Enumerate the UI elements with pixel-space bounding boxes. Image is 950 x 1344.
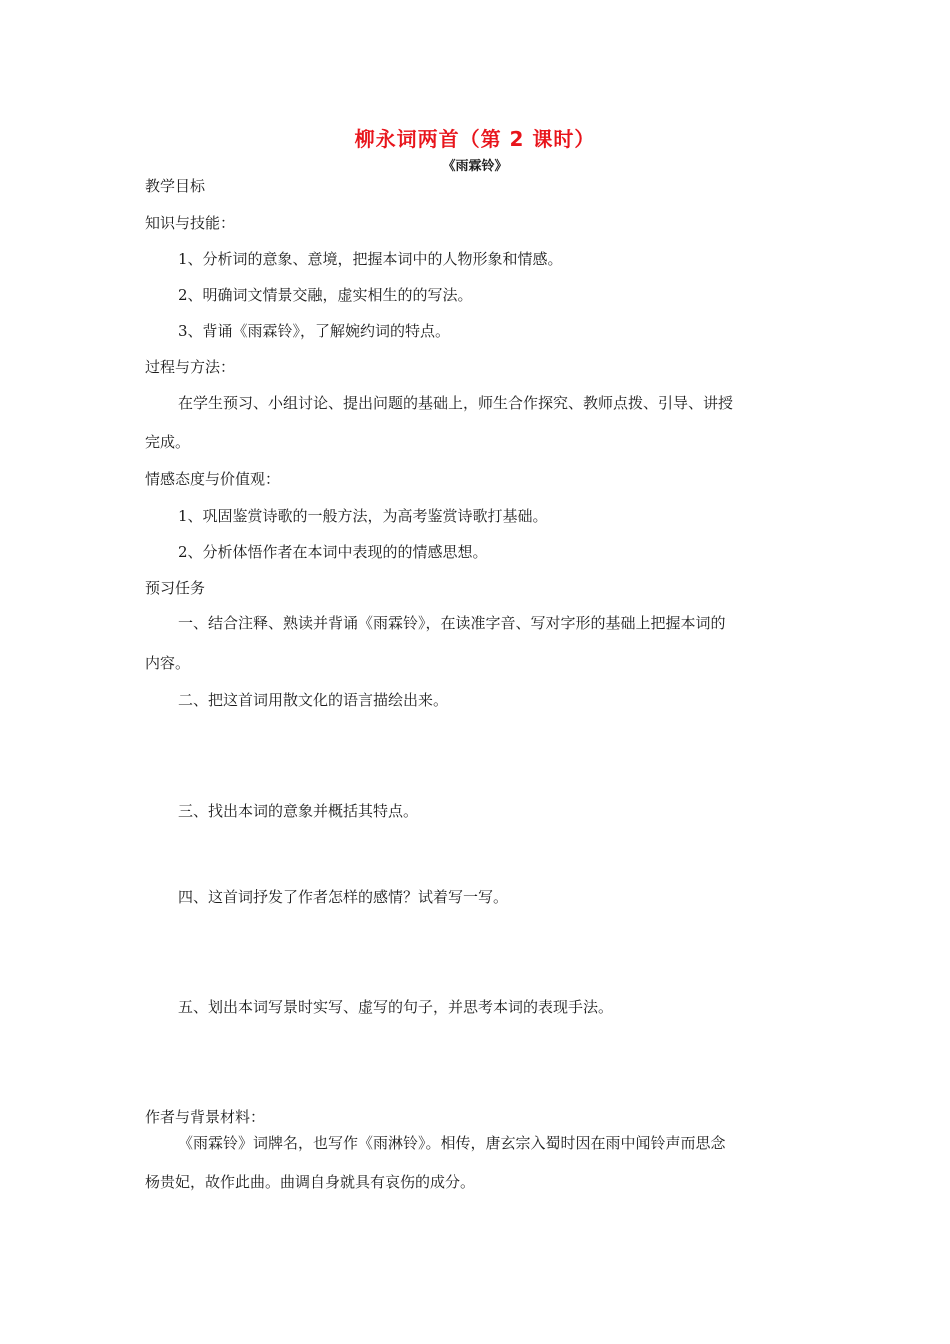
task-item-5: 五、划出本词写景时实写、虚写的句子，并思考本词的表现手法。 bbox=[178, 998, 614, 1016]
task-item-4: 四、这首词抒发了作者怎样的感情？试着写一写。 bbox=[178, 888, 509, 906]
task-item-1: 一、结合注释、熟读并背诵《雨霖铃》，在读准字音、写对字形的基础上把握本词的 bbox=[178, 614, 726, 632]
heading-preview-tasks: 预习任务 bbox=[145, 579, 206, 597]
heading-author-background: 作者与背景材料： bbox=[145, 1108, 266, 1126]
emotion-item-1: 1、巩固鉴赏诗歌的一般方法，为高考鉴赏诗歌打基础。 bbox=[178, 507, 548, 525]
heading-emotion-values: 情感态度与价值观： bbox=[145, 470, 281, 488]
goal-item-1: 1、分析词的意象、意境，把握本词中的人物形象和情感。 bbox=[178, 250, 563, 268]
task-item-2: 二、把这首词用散文化的语言描绘出来。 bbox=[178, 691, 449, 709]
goal-item-3: 3、背诵《雨霖铃》，了解婉约词的特点。 bbox=[178, 322, 451, 340]
process-text-cont: 完成。 bbox=[145, 433, 191, 451]
goal-item-2: 2、明确词文情景交融，虚实相生的的写法。 bbox=[178, 286, 473, 304]
heading-knowledge-skills: 知识与技能： bbox=[145, 214, 236, 232]
background-text: 《雨霖铃》词牌名，也写作《雨淋铃》。相传，唐玄宗入蜀时因在雨中闻铃声而思念 bbox=[178, 1134, 726, 1152]
background-text-cont: 杨贵妃，故作此曲。曲调自身就具有哀伤的成分。 bbox=[145, 1173, 476, 1191]
heading-teaching-goals: 教学目标 bbox=[145, 177, 206, 195]
document-title: 柳永词两首（第 2 课时） bbox=[354, 127, 596, 151]
process-text: 在学生预习、小组讨论、提出问题的基础上，师生合作探究、教师点拨、引导、讲授 bbox=[178, 394, 734, 412]
task-item-1-cont: 内容。 bbox=[145, 654, 191, 672]
task-item-3: 三、找出本词的意象并概括其特点。 bbox=[178, 802, 419, 820]
heading-process-methods: 过程与方法： bbox=[145, 358, 236, 376]
emotion-item-2: 2、分析体悟作者在本词中表现的的情感思想。 bbox=[178, 543, 488, 561]
document-subtitle: 《雨霖铃》 bbox=[442, 159, 508, 174]
